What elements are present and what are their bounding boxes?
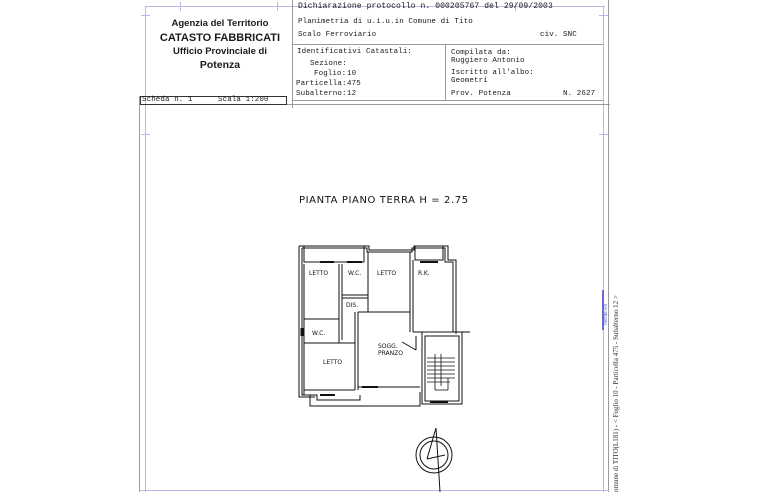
- frame-left-blue: [145, 6, 146, 492]
- room-pranzo: PRANZO: [378, 350, 403, 357]
- compiler-heading: Compilata da:: [451, 49, 511, 57]
- subalterno-value: 12: [347, 90, 357, 98]
- side-strip-stamp: mente Ril: [603, 303, 609, 325]
- header-divider-vertical: [292, 0, 293, 108]
- compiler-name: Ruggiero Antonio: [451, 57, 525, 65]
- drawing-title: PIANTA PIANO TERRA H = 2.75: [299, 195, 469, 206]
- header-divider-h2: [292, 100, 603, 101]
- frame-left-gray: [139, 96, 140, 492]
- room-dis: DIS.: [346, 302, 359, 309]
- subalterno-label: Subalterno:: [296, 90, 347, 98]
- address: Scalo Ferroviario: [298, 31, 377, 39]
- frame-right-gray: [608, 0, 609, 492]
- header-divider-v2: [445, 44, 446, 100]
- scale: Scala 1:200: [218, 96, 269, 104]
- particella-label: Particella:: [296, 80, 347, 88]
- sezione-label: Sezione:: [310, 60, 347, 68]
- office-name: Ufficio Provinciale di: [173, 46, 267, 57]
- room-wc-1: W.C.: [348, 270, 362, 277]
- catasto-title: CATASTO FABBRICATI: [159, 32, 281, 44]
- room-letto-3: LETTO: [323, 359, 343, 366]
- tick-left-1: [141, 15, 150, 16]
- tick-left-2: [141, 134, 150, 135]
- bottom-blue: [139, 490, 609, 491]
- foglio-value: 10: [347, 70, 357, 78]
- north-arrow-icon: [415, 424, 455, 492]
- room-letto-2: LETTO: [377, 270, 397, 277]
- registered-label: Iscritto all'albo:: [451, 69, 534, 77]
- compiler-number: N. 2627: [563, 90, 596, 98]
- particella-value: 475: [347, 80, 361, 88]
- plan-title: Planimetria di u.i.u.in Comune di Tito: [298, 18, 473, 26]
- side-strip-text: omune di TITO(L181) - < Foglio 10 - Particella 475 - Subalterno 12 >: [612, 295, 620, 492]
- civic-number: civ. SNC: [540, 31, 577, 39]
- declaration-protocol: Dichiarazione protocollo n. 000205767 del 29/09/2003: [298, 2, 553, 11]
- sheet-number: Scheda n. 1: [142, 96, 193, 104]
- tick-top-2: [277, 2, 278, 11]
- tick-top-1: [180, 2, 181, 11]
- tick-right-1: [599, 15, 608, 16]
- agency-name: Agenzia del Territorio: [171, 18, 269, 29]
- frame-right-blue: [603, 6, 604, 492]
- floor-plan: [290, 240, 470, 410]
- room-wc-2: W.C.: [312, 330, 326, 337]
- foglio-label: Foglio:: [314, 70, 347, 78]
- compiler-province: Prov. Potenza: [451, 90, 511, 98]
- registered-value: Geometri: [451, 77, 488, 85]
- identifiers-heading: Identificativi Catastali:: [297, 48, 413, 56]
- province-name: Potenza: [199, 59, 241, 71]
- tick-right-2: [599, 134, 608, 135]
- room-letto-1: LETTO: [309, 270, 329, 277]
- room-rk: R.K.: [418, 270, 430, 277]
- header-divider-h1: [292, 44, 603, 45]
- room-sogg: SOGG.: [378, 343, 398, 350]
- agency-block: [150, 16, 290, 90]
